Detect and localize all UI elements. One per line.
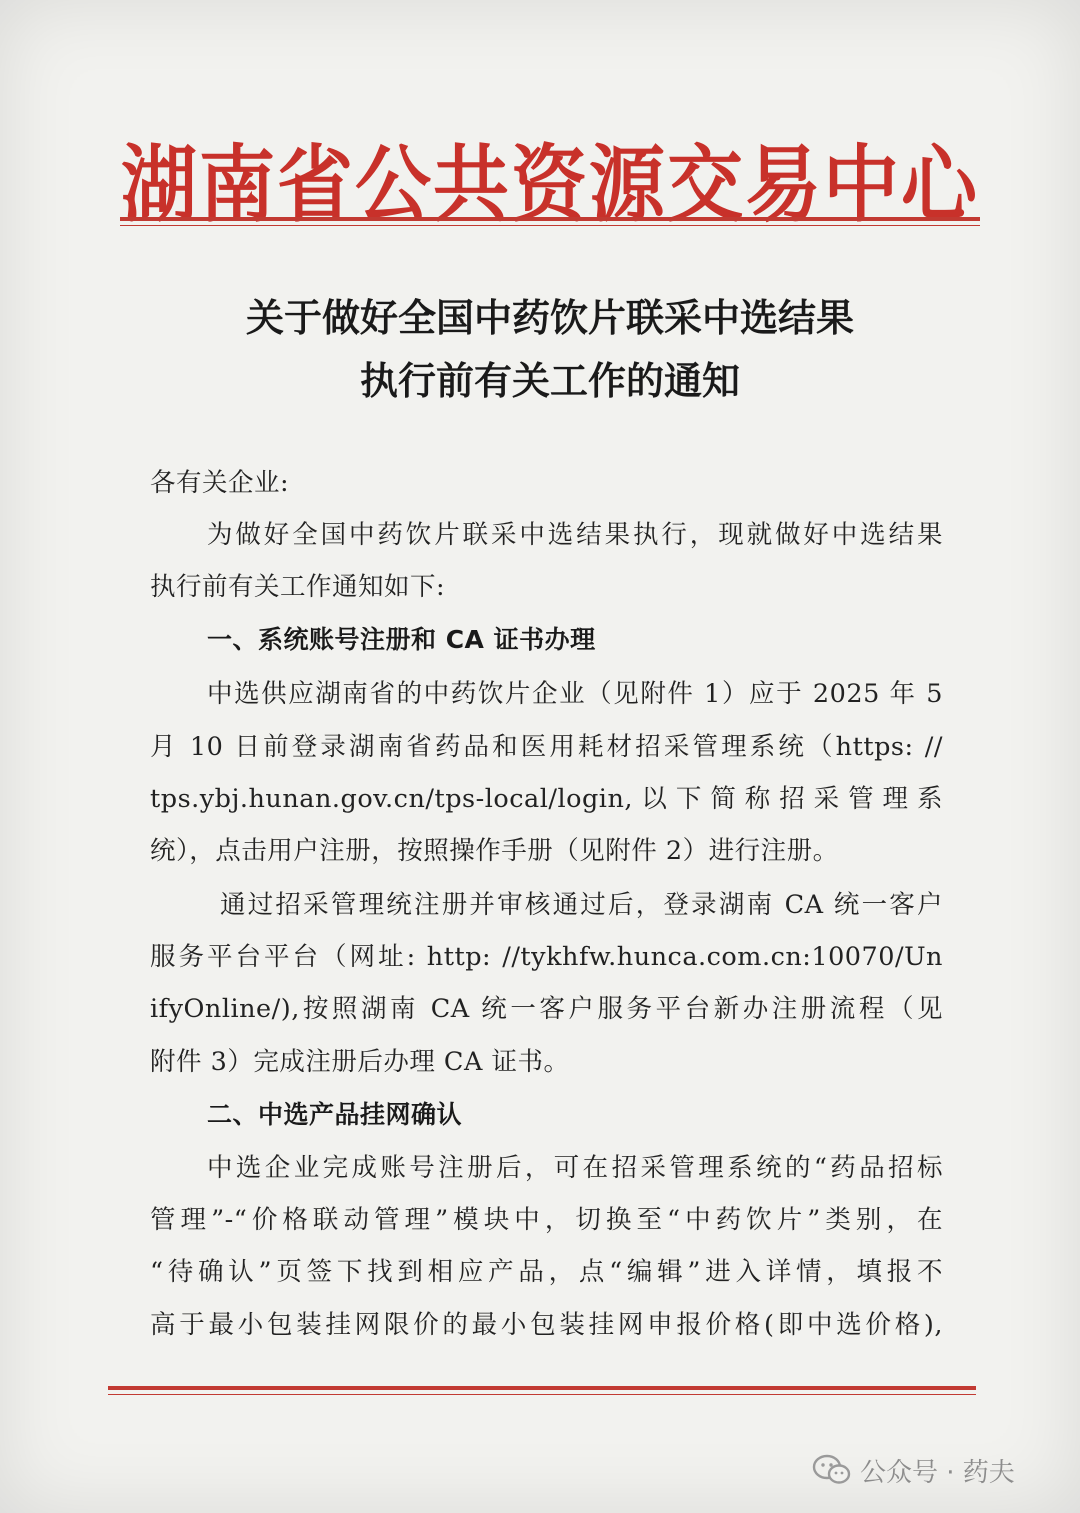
notice-title-line-2: 执行前有关工作的通知	[359, 358, 740, 403]
body-line: “待确认”页签下找到相应产品，点“编辑”进入详情，填报不	[150, 1257, 943, 1287]
body-line: ifyOnline/),按照湖南 CA 统一客户服务平台新办注册流程（见	[150, 994, 943, 1024]
org-header-title: 湖南省公共资源交易中心	[121, 135, 979, 234]
body-line: 服务平台平台（网址: http: //tykhfw.hunca.com.cn:10070/Un	[150, 942, 943, 972]
body-line: 管理”-“价格联动管理”模块中，切换至“中药饮片”类别，在	[150, 1205, 943, 1235]
watermark-text: 公众号 · 药夫	[860, 1457, 1015, 1488]
section-heading-2: 二、中选产品挂网确认	[207, 1100, 463, 1129]
wechat-icon	[812, 1453, 852, 1487]
section-heading-1: 一、系统账号注册和 CA 证书办理	[207, 625, 596, 654]
body-line: 通过招采管理统注册并审核通过后，登录湖南 CA 统一客户	[220, 890, 943, 920]
body-line: tps.ybj.hunan.gov.cn/tps-local/login,以下简称招采管理系	[150, 784, 943, 814]
salutation: 各有关企业:	[150, 468, 290, 498]
body-line: 附件 3）完成注册后办理 CA 证书。	[150, 1047, 570, 1077]
body-line: 统），点击用户注册，按照操作手册（见附件 2）进行注册。	[150, 836, 839, 866]
header-red-rule-thin	[120, 225, 980, 226]
body-line: 执行前有关工作通知如下:	[150, 572, 446, 602]
footer-red-rule-thin	[108, 1394, 976, 1395]
watermark	[812, 1450, 1015, 1490]
body-line: 为做好全国中药饮片联采中选结果执行，现就做好中选结果	[207, 520, 943, 550]
body-line: 中选供应湖南省的中药饮片企业（见附件 1）应于 2025 年 5	[207, 679, 943, 709]
footer-red-rule	[108, 1386, 976, 1390]
header-red-rule	[120, 217, 980, 221]
body-line: 中选企业完成账号注册后，可在招采管理系统的“药品招标	[207, 1153, 943, 1183]
body-line: 月 10 日前登录湖南省药品和医用耗材招采管理系统（https: //	[150, 732, 943, 762]
notice-title-line-1: 关于做好全国中药饮片联采中选结果	[245, 295, 854, 340]
body-line: 高于最小包装挂网限价的最小包装挂网申报价格(即中选价格),	[150, 1310, 943, 1340]
